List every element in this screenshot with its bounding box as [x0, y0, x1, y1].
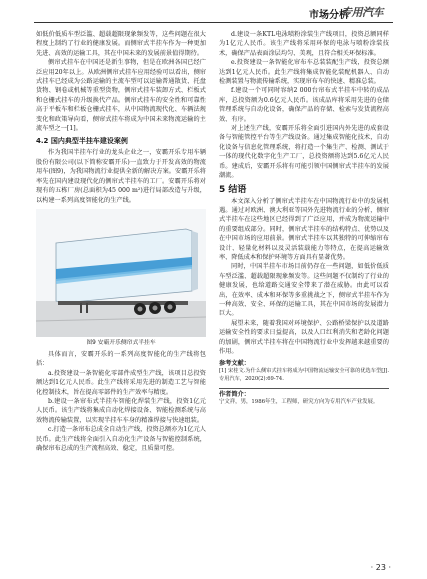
paragraph: 具体而言，安霸开乐的一系列高度智能化的生产线将包括：: [36, 350, 206, 368]
author-heading: 作者简介：: [219, 391, 250, 399]
paragraph: 侧帘式挂车在中国还是新生事物，但是在欧洲各国已经广泛应用20年以上。从欧洲侧帘式挂车应用经验可以看出，侧帘式挂车已经成为公路运输的主流车型可以运输普通散货、托盘货物、钢卷或机械等重型货物，侧帘式挂车装卸方式、栏板式和仓栅式挂车的升级换代产品。侧帘式挂车的安全性和可靠性高于平板车和栏板仓栅式挂车，从中国物流现代化、车辆法规变化和政策导向看，侧帘式挂车将成为中国未来物流运输的主流车型之一[1]。: [36, 59, 206, 133]
reference-item: [1] 宋桂文.为什么侧帘式挂车将成为中国物流运输安全可靠的优选车型[J].专用汽车，2020(2):69-74.: [219, 368, 389, 382]
author-bio: 宁文祥，男，1986年生，工程师，研究方向为专用汽车产业发展。: [219, 399, 379, 406]
paragraph: 展望未来，随着我国对环境保护、公路桥梁保护以及道路运输安全性的要求日益提高，以及人口红利消失和老龄化问题的加剧，侧帘式半挂车将在中国物流行业中发挥越来越重要的作用。: [219, 319, 389, 355]
page-number: · 23 ·: [370, 563, 391, 572]
paragraph: e.投资建设一条智能化帘布车总装装配生产线，投资总额达到1亿元人民币。此生产线将集成智能化装配机器人、自动检测装置与物流传输系统，实现帘布车的快速、精准总装。: [219, 59, 389, 86]
paragraph: 对上述生产线，安霸开乐将全面引进国内外先进的成套设备与智能管控平台等生产线设备。通过集成智能化技术，自动化设备与信息化管理系统，将打造一个集生产、检测、测试于一体的现代化数字化生产工厂，总投资额将达到5.6亿元人民币。建成后，安霸开乐将有可能引领中国侧帘式半挂车的发展潮流。: [219, 125, 389, 180]
figure-caption: 图9 安霸开乐侧帘式半挂车: [86, 339, 156, 346]
paragraph: f.建设一个可同时容纳2 000台帘布式半挂车中转的成品库，总投资额为0.6亿元人民币。该成品库将采用先进的仓储管理系统与自动化设备，确保产品的存储、检索与发货流程高效、有序。: [219, 87, 389, 123]
paragraph: 作为我国半挂车行业的龙头企业之一，安霸开乐专用车辆股份有限公司(以下简称安霸开乐)一直致力于开发高效的物流用车(图9)，为我国物流行业提供全新的解决方案。安霸开乐将率先在国内建设现代化的侧帘式半挂车的工厂。安霸开乐将对现有的五栋厂房(总面积为45 000 m²)进行局部改造与升级，以构建一系列高度智能化的生产线。: [36, 149, 206, 204]
references-heading: 参考文献：: [219, 360, 250, 368]
truck-figure: [36, 209, 206, 337]
paragraph: c.打造一条帘布总成全自动生产线，投资总额亦为1亿元人民币。此生产线将全面引入自动化生产设备与智能控制系统，确保帘布总成的生产流程高效、稳定，且质量可控。: [36, 426, 206, 452]
paragraph: a.投资建设一条智能化零部件成型生产线，该项目总投资额达到1亿元人民币。此生产线将采用先进的制造工艺与智能化控制技术，旨在提高零部件的生产效率与精度。: [36, 369, 206, 396]
paragraph: b.建设一条帘布式半挂车智能化焊装生产线，投资1亿元人民币。该生产线将集成自动化焊接设备、智能检测系统与高效物流传输装置，以实现半挂车车身的精准焊接与快速组装。: [36, 397, 206, 424]
paragraph: 同时，中国半挂车市场目前仍存在一些问题，如低价低质车型泛滥、超载超限现象频发等。这些问题不仅制约了行业的健康发展，也给道路交通安全带来了潜在威胁。由此可以看出，在效率、成本和环保等多重挑战之下，侧帘式半挂车作为一种高效、安全、环保的运输工具，其在中国市场的发展潜力巨大。: [219, 263, 389, 318]
truck-illustration: [36, 209, 206, 337]
section-title: 市场分析: [309, 10, 349, 21]
section-heading: 5 结语: [219, 184, 247, 195]
paragraph: d.建设一条KTL电泳喷粉涂装生产线项目，投资总额同样为1亿元人民币。该生产线将采用环保的电泳与喷粉涂装技术，确保产品表面涂层均匀、美观，且符合相关环保标准。: [219, 31, 389, 57]
left-column: [36, 30, 206, 453]
page-header: [0, 0, 427, 26]
header-rule: [34, 22, 393, 23]
section-heading: 4.2 国内典型半挂车建设案例: [36, 137, 128, 146]
paragraph: 如低价低质车型泛滥、超载超限现象频发等，这些问题在很大程度上制约了行业的健康发展。而侧帘式半挂车作为一种更加先进、高效的运输工具，其在中国未来的发展前景值得期待。: [36, 31, 206, 57]
magazine-logo: 专用汽车: [341, 6, 383, 19]
paragraph: 本文深入分析了侧帘式半挂车在中国物流行业中的发展机遇。通过对欧洲、澳大利亚等国外先进物流行业的分析，侧帘式半挂车在这些地区已经得到了广泛应用，并成为物流运输中的重要组成部分。同时，侧帘式半挂车的结构特点、优势以及在中国市场的应用前景。侧帘式半挂车以其独特的可伸缩帘布设计、轻量化材料以及灵活装载能力等特点，在提高运输效率、降低成本和保护环境等方面具有显著优势。: [219, 197, 389, 261]
right-column: [219, 30, 389, 407]
author-divider: [219, 388, 389, 389]
